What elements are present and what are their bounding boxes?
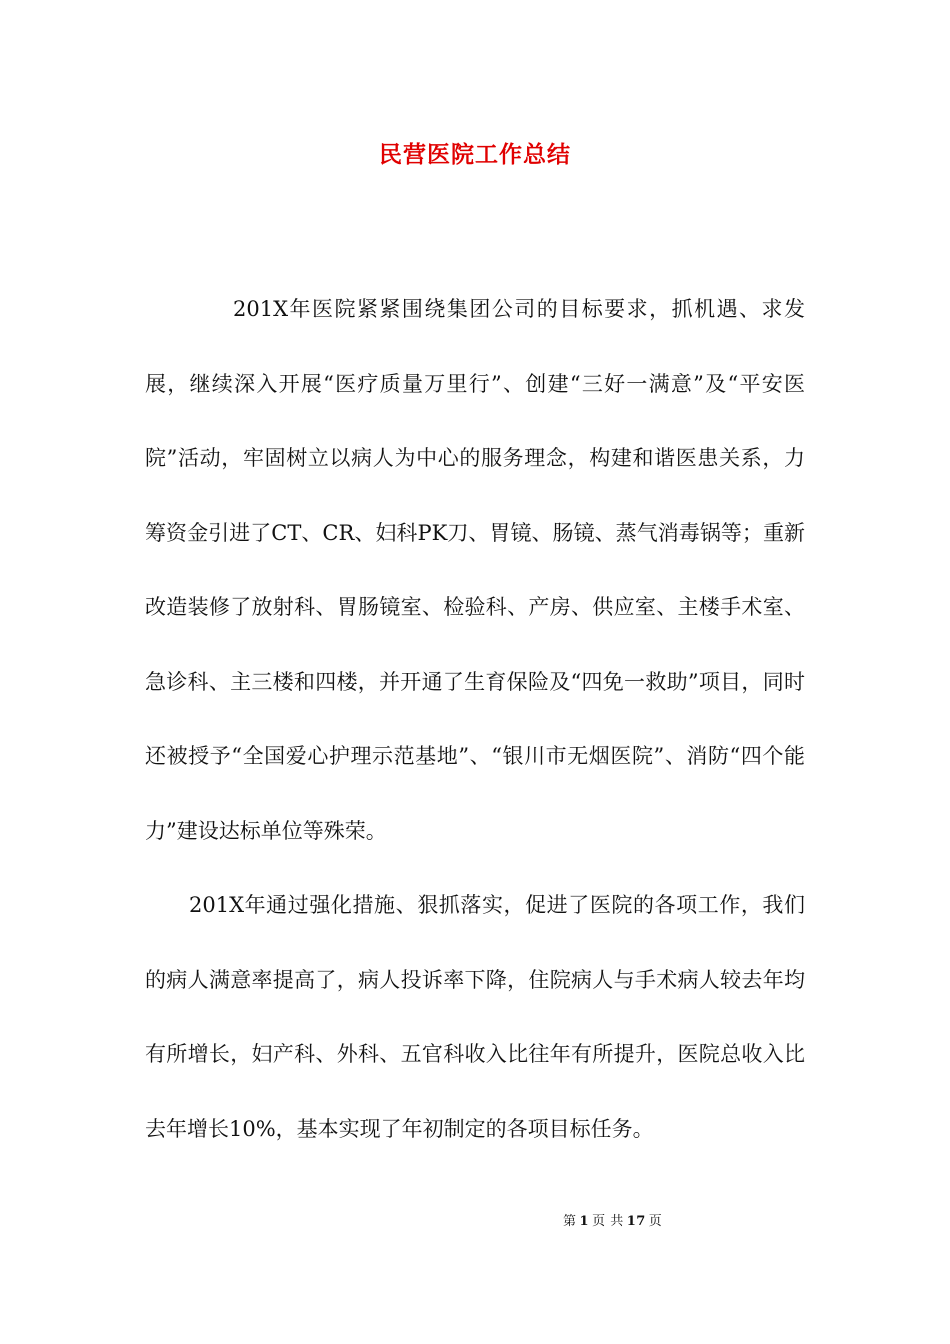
footer-page-total: 17	[626, 1214, 646, 1229]
footer-page-suffix: 页	[648, 1214, 663, 1229]
paragraph-2: 201X年通过强化措施、狠抓落实，促进了医院的各项工作，我们的病人满意率提高了，病人投诉率下降，住院病人与手术病人较去年均有所增长，妇产科、外科、五官科收入比往年有所提升，医院总收入比去年增长10%，基本实现了年初制定的各项目标任务。	[145, 893, 805, 1141]
footer-page-number: 1	[579, 1214, 590, 1229]
footer-page-prefix: 第	[563, 1214, 577, 1229]
page-footer	[560, 1210, 665, 1229]
document-title: 民营医院工作总结	[379, 141, 571, 168]
footer-page-mid: 页 共	[592, 1214, 624, 1229]
paragraph-1: 201X年医院紧紧围绕集团公司的目标要求，抓机遇、求发展，继续深入开展“医疗质量万里行”、创建“三好一满意”及“平安医院”活动，牢固树立以病人为中心的服务理念，构建和谐医患关系，力筹资金引进了CT、CR、妇科PK刀、胃镜、肠镜、蒸气消毒锅等；重新改造装修了放射科、胃肠镜室、检验科、产房、供应室、主楼手术室、急诊科、主三楼和四楼，并开通了生育保险及“四免一救助”项目，同时还被授予“全国爱心护理示范基地”、“银川市无烟医院”、消防“四个能力”建设达标单位等殊荣。	[145, 297, 805, 843]
document-body	[145, 272, 805, 1166]
